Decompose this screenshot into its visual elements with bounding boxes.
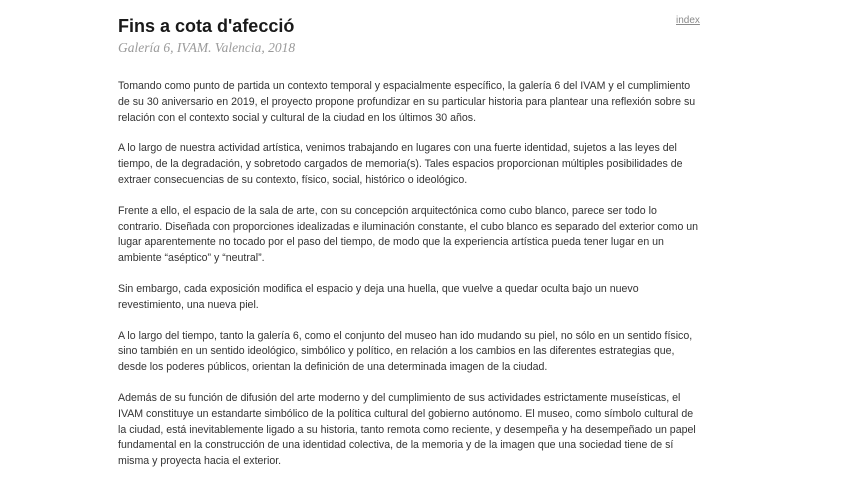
- index-link[interactable]: index: [676, 15, 700, 26]
- paragraph-1: Tomando como punto de partida un contexto temporal y espacialmente específico, la galería 6 del IVAM y el cumplimiento de su 30 aniversario en 2019, el proyecto propone profundizar en su particular historia para plantear una reflexión sobre su relación con el contexto social y cultural de la ciudad en los últimos 30 años.: [118, 80, 696, 124]
- paragraph-4: Sin embargo, cada exposición modifica el espacio y deja una huella, que vuelve a quedar oculta bajo un nuevo revestimiento, una nueva piel.: [118, 282, 639, 311]
- paragraph-6: Además de su función de difusión del arte moderno y del cumplimiento de sus actividades estrictamente museísticas, el IVAM constituye un estandarte simbólico de la política cultural del gobierno autónomo. El museo, como símbolo cultural de la ciudad, está inevitablemente ligado a su historia, tanto remota como reciente, y desempeña y ha desempeñado un papel fundamental en la construcción de una identidad colectiva, de la memoria y de la imagen que una sociedad tiene de sí misma y proyecta hacia el exterior.: [118, 391, 696, 468]
- article: [118, 14, 702, 477]
- page-title: Fins a cota d'afecció: [118, 16, 295, 36]
- paragraph-2: A lo largo de nuestra actividad artística, venimos trabajando en lugares con una fuerte identidad, sujetos a las leyes del tiempo, de la degradación, y sobretodo cargados de memoria(s). Tales espacios proporcionan múltiples posibilidades de extraer consecuencias de su contexto, físico, social, histórico o ideológico.: [118, 142, 683, 186]
- paragraph-5: A lo largo del tiempo, tanto la galería 6, como el conjunto del museo han ido mudando su piel, no sólo en un sentido físico, sino también en un sentido ideológico, simbólico y político, en relación a los cambios en las diferentes estrategias que, desde los poderes públicos, orientan la definición de una determinada imagen de la ciudad.: [118, 329, 693, 374]
- article-body: [118, 79, 702, 470]
- paragraph-3: Frente a ello, el espacio de la sala de arte, con su concepción arquitectónica como cubo blanco, parece ser todo lo contrario. Diseñada con proporciones idealizadas e iluminación constante, el cubo blanco es separado del exterior como un lugar aparentemente no tocado por el paso del tiempo, de modo que la experiencia artística pueda tener lugar en un ambiente “aséptico” y “neutral”.: [118, 204, 699, 265]
- page-subtitle: Galería 6, IVAM. Valencia, 2018: [118, 40, 296, 55]
